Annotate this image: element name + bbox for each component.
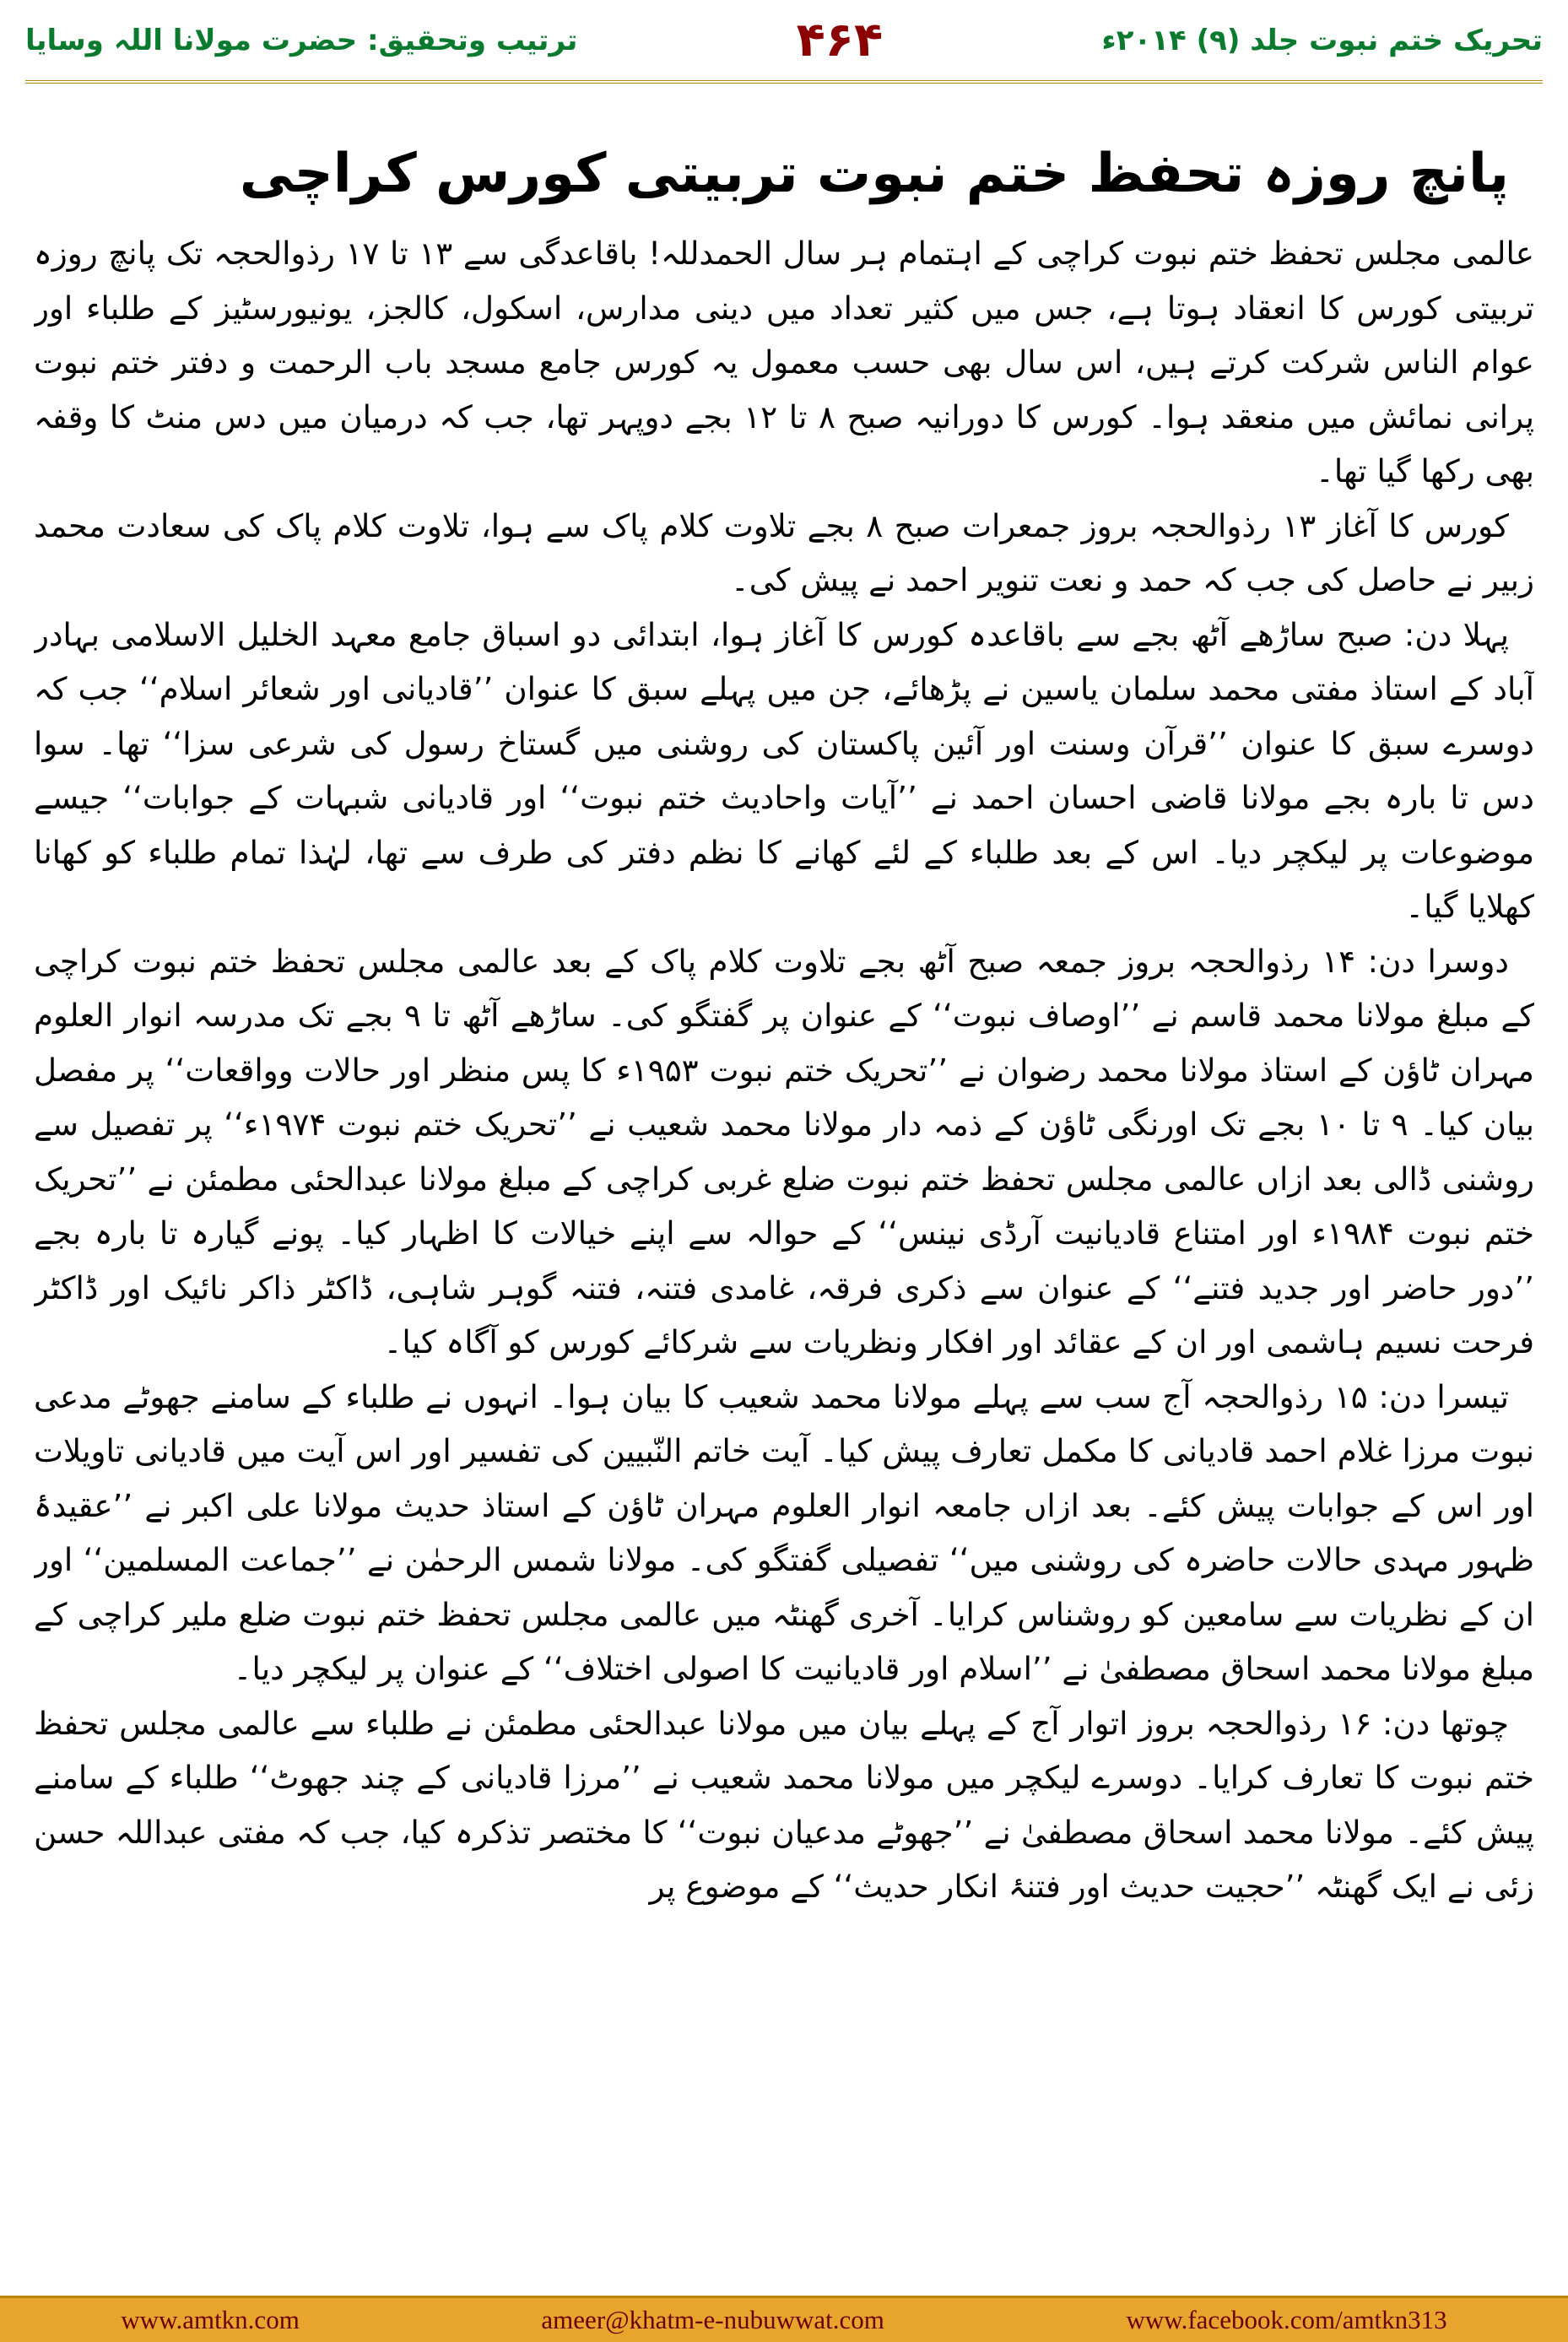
paragraph-day-four: چوتھا دن: ۱۶ رذوالحجہ بروز اتوار آج کے پہلے بیان میں مولانا عبدالحئی مطمئن نے طلباء سے عالمی مجلس تحفظ ختم نبوت کا تعارف کرایا۔ دوسرے لیکچر میں مولانا محمد شعیب نے ’’مرزا قادیانی کے چند جھوٹ‘‘ طلباء کے سامنے پیش کئے۔ مولانا محمد اسحاق مصطفیٰ نے ’’جھوٹے مدعیان نبوت‘‘ کا مختصر تذکرہ کیا، جب کہ مفتی عبداللہ حسن زئی نے ایک گھنٹہ ’’حجیت حدیث اور فتنۂ انکار حدیث‘‘ کے موضوع پر xyxy=(34,1704,1534,1905)
article-title: پانچ روزہ تحفظ ختم نبوت تربیتی کورس کراچی xyxy=(239,143,1509,205)
footer-facebook-link[interactable]: www.facebook.com/amtkn313 xyxy=(1126,2305,1447,2334)
page-number: ۴۶۴ xyxy=(796,13,884,68)
paragraph-day-two: دوسرا دن: ۱۴ رذوالحجہ بروز جمعہ صبح آٹھ بجے تلاوت کلام پاک کے بعد عالمی مجلس تحفظ ختم نبوت کراچی کے مبلغ مولانا محمد قاسم نے ’’اوصاف نبوت‘‘ کے عنوان پر گفتگو کی۔ ساڑھے آٹھ تا ۹ بجے تک مدرسہ انوار العلوم مہران ٹاؤن کے استاذ مولانا محمد رضوان نے ’’تحریک ختم نبوت ۱۹۵۳ء کا پس منظر اور حالات وواقعات‘‘ پر مفصل بیان کیا۔ ۹ تا ۱۰ بجے تک اورنگی ٹاؤن کے ذمہ دار مولانا محمد شعیب نے ’’تحریک ختم نبوت ۱۹۷۴ء‘‘ پر تفصیل سے روشنی ڈالی بعد ازاں عالمی مجلس تحفظ ختم نبوت ضلع غربی کراچی کے مبلغ مولانا عبدالحئی مطمئن نے ’’تحریک ختم نبوت ۱۹۸۴ء اور امتناع قادیانیت آرڈی نینس‘‘ کے حوالہ سے اپنے خیالات کا اظہار کیا۔ پونے گیارہ تا بارہ بجے ’’دور حاضر اور جدید فتنے‘‘ کے عنوان سے ذکری فرقہ، غامدی فتنہ، فتنہ گوہر شاہی، ڈاکٹر ذاکر نائیک اور ڈاکٹر فرحت نسیم ہاشمی اور ان کے عقائد اور افکار ونظریات سے شرکائے کورس کو آگاہ کیا۔ xyxy=(34,942,1534,1360)
header-book-title: تحریک ختم نبوت جلد (۹) ۲۰۱۴ء xyxy=(1101,23,1543,57)
page-header xyxy=(25,0,1543,84)
header-compiler: ترتیب وتحقیق: حضرت مولانا اللہ وسایا xyxy=(25,24,578,57)
footer-website-link[interactable]: www.amtkn.com xyxy=(121,2305,300,2334)
paragraph-day-three: تیسرا دن: ۱۵ رذوالحجہ آج سب سے پہلے مولانا محمد شعیب کا بیان ہوا۔ انہوں نے طلباء کے سامنے جھوٹے مدعی نبوت مرزا غلام احمد قادیانی کا مکمل تعارف پیش کیا۔ آیت خاتم النّبیین کی تفسیر اور اس آیت میں قادیانی تاویلات اور اس کے جوابات پیش کئے۔ بعد ازاں جامعہ انوار العلوم مہران ٹاؤن کے استاذ حدیث مولانا علی اکبر نے ’’عقیدۂ ظہور مہدی حالات حاضرہ کی روشنی میں‘‘ تفصیلی گفتگو کی۔ مولانا شمس الرحمٰن نے ’’جماعت المسلمین‘‘ اور ان کے نظریات سے سامعین کو روشناس کرایا۔ آخری گھنٹہ میں عالمی مجلس تحفظ ختم نبوت ضلع ملیر کراچی کے مبلغ مولانا محمد اسحاق مصطفیٰ نے ’’اسلام اور قادیانیت کا اصولی اختلاف‘‘ کے عنوان پر لیکچر دیا۔ xyxy=(34,1377,1534,1687)
paragraph-opening: کورس کا آغاز ۱۳ رذوالحجہ بروز جمعرات صبح ۸ بجے تلاوت کلام پاک سے ہوا، تلاوت کلام پاک کی سعادت محمد زبیر نے حاصل کی جب کہ حمد و نعت تنویر احمد نے پیش کی۔ xyxy=(34,506,1534,598)
article-body xyxy=(34,226,1534,2252)
page-footer xyxy=(0,2296,1568,2342)
paragraph-intro: عالمی مجلس تحفظ ختم نبوت کراچی کے اہتمام ہر سال الحمدللہ! باقاعدگی سے ۱۳ تا ۱۷ رذوالحجہ تک پانچ روزہ تربیتی کورس کا انعقاد ہوتا ہے، جس میں کثیر تعداد میں دینی مدارس، اسکول، کالجز، یونیورسٹیز کے طلباء اور عوام الناس شرکت کرتے ہیں، اس سال بھی حسب معمول یہ کورس جامع مسجد باب الرحمت و دفتر ختم نبوت پرانی نمائش میں منعقد ہوا۔ کورس کا دورانیہ صبح ۸ تا ۱۲ بجے دوپہر تھا، جب کہ درمیان میں دس منٹ کا وقفہ بھی رکھا گیا تھا۔ xyxy=(34,235,1534,489)
footer-email-link[interactable]: ameer@khatm-e-nubuwwat.com xyxy=(541,2305,884,2334)
paragraph-day-one: پہلا دن: صبح ساڑھے آٹھ بجے سے باقاعدہ کورس کا آغاز ہوا، ابتدائی دو اسباق جامع معہد الخلیل الاسلامی بہادر آباد کے استاذ مفتی محمد سلمان یاسین نے پڑھائے، جن میں پہلے سبق کا عنوان ’’قادیانی اور شعائر اسلام‘‘ جب کہ دوسرے سبق کا عنوان ’’قرآن وسنت اور آئین پاکستان کی روشنی میں گستاخ رسول کی شرعی سزا‘‘ تھا۔ سوا دس تا بارہ بجے مولانا قاضی احسان احمد نے ’’آیات واحادیث ختم نبوت‘‘ اور قادیانی شبہات کے جوابات‘‘ جیسے موضوعات پر لیکچر دیا۔ اس کے بعد طلباء کے لئے کھانے کا نظم دفتر کی طرف سے تھا، لہٰذا تمام طلباء کو کھانا کھلایا گیا۔ xyxy=(34,615,1534,925)
